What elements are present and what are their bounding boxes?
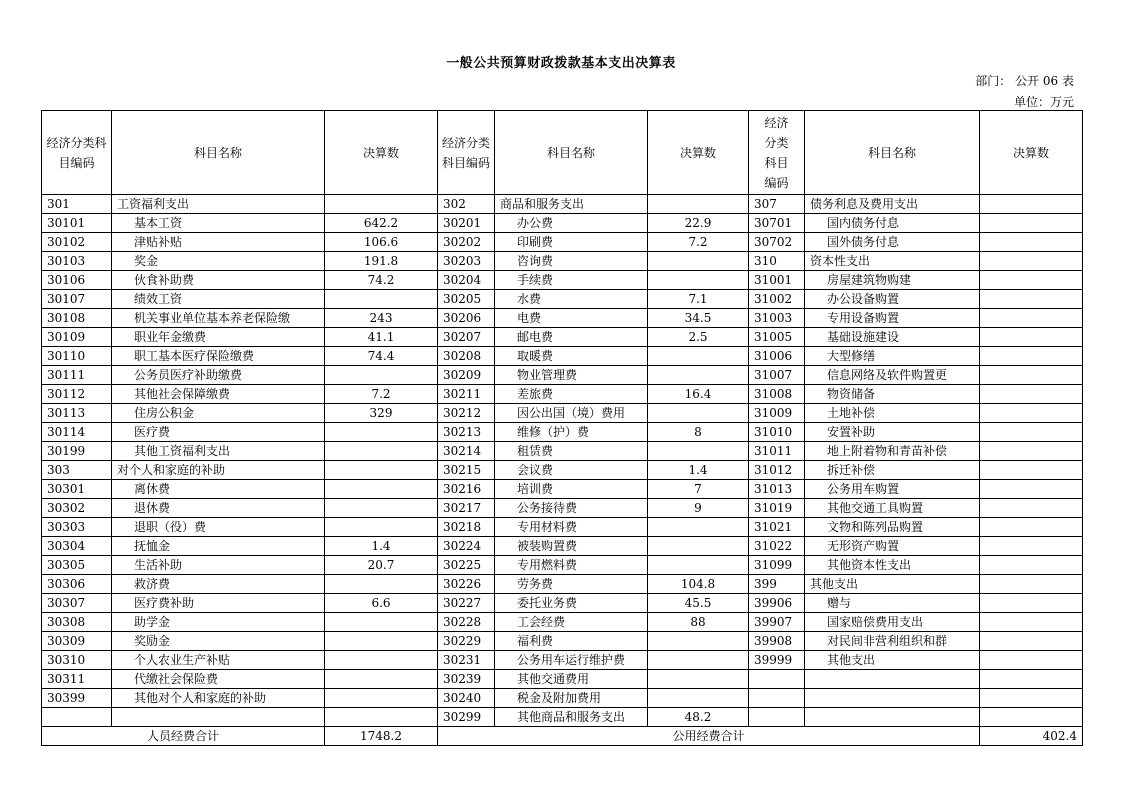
amount-cell xyxy=(980,328,1083,347)
name-cell: 水费 xyxy=(495,290,648,309)
code-cell: 30199 xyxy=(42,442,112,461)
name-cell: 公务用车运行维护费 xyxy=(495,651,648,670)
amount-cell: 7.2 xyxy=(648,233,749,252)
amount-cell: 41.1 xyxy=(325,328,438,347)
code-cell: 30301 xyxy=(42,480,112,499)
amount-cell: 45.5 xyxy=(648,594,749,613)
code-cell: 30240 xyxy=(438,689,495,708)
name-cell: 专用材料费 xyxy=(495,518,648,537)
amount-cell xyxy=(980,651,1083,670)
amount-cell xyxy=(325,195,438,214)
header-row xyxy=(42,111,1083,195)
amount-cell: 16.4 xyxy=(648,385,749,404)
header-name-3: 科目名称 xyxy=(805,111,980,195)
table-row xyxy=(42,461,1083,480)
public-total-label: 公用经费合计 xyxy=(438,727,980,746)
code-cell: 30212 xyxy=(438,404,495,423)
name-cell: 拆迁补偿 xyxy=(805,461,980,480)
name-cell: 离休费 xyxy=(112,480,325,499)
amount-cell xyxy=(648,670,749,689)
amount-cell xyxy=(980,366,1083,385)
page-title: 一般公共预算财政拨款基本支出决算表 xyxy=(446,56,676,71)
table-row xyxy=(42,613,1083,632)
header-amount-3: 决算数 xyxy=(980,111,1083,195)
amount-cell xyxy=(325,670,438,689)
name-cell: 退职（役）费 xyxy=(112,518,325,537)
amount-cell xyxy=(648,404,749,423)
table-row xyxy=(42,195,1083,214)
code-cell: 30213 xyxy=(438,423,495,442)
table-row xyxy=(42,366,1083,385)
name-cell: 专用燃料费 xyxy=(495,556,648,575)
amount-cell xyxy=(325,651,438,670)
amount-cell xyxy=(980,442,1083,461)
code-cell: 399 xyxy=(749,575,805,594)
name-cell xyxy=(805,689,980,708)
code-cell: 30226 xyxy=(438,575,495,594)
code-cell: 30112 xyxy=(42,385,112,404)
name-cell: 劳务费 xyxy=(495,575,648,594)
name-cell: 资本性支出 xyxy=(805,252,980,271)
code-cell: 31021 xyxy=(749,518,805,537)
name-cell: 职工基本医疗保险缴费 xyxy=(112,347,325,366)
code-cell: 30102 xyxy=(42,233,112,252)
code-cell: 30310 xyxy=(42,651,112,670)
amount-cell: 7.1 xyxy=(648,290,749,309)
code-cell: 31010 xyxy=(749,423,805,442)
amount-cell xyxy=(325,423,438,442)
amount-cell xyxy=(980,290,1083,309)
name-cell: 对民间非营利组织和群 xyxy=(805,632,980,651)
code-cell xyxy=(749,689,805,708)
unit-label: 单位：万元 xyxy=(1013,95,1074,109)
name-cell: 物资储备 xyxy=(805,385,980,404)
code-cell: 31002 xyxy=(749,290,805,309)
name-cell: 生活补助 xyxy=(112,556,325,575)
amount-cell: 74.4 xyxy=(325,347,438,366)
name-cell: 手续费 xyxy=(495,271,648,290)
amount-cell xyxy=(648,556,749,575)
code-cell: 30702 xyxy=(749,233,805,252)
name-cell: 大型修缮 xyxy=(805,347,980,366)
amount-cell xyxy=(980,689,1083,708)
totals-row xyxy=(42,727,1083,746)
code-cell: 30228 xyxy=(438,613,495,632)
name-cell: 赠与 xyxy=(805,594,980,613)
header-code-2: 经济分类科目编码 xyxy=(438,111,495,195)
table-row xyxy=(42,556,1083,575)
amount-cell xyxy=(648,518,749,537)
code-cell: 39999 xyxy=(749,651,805,670)
amount-cell xyxy=(980,708,1083,727)
code-cell: 31009 xyxy=(749,404,805,423)
amount-cell xyxy=(648,195,749,214)
amount-cell xyxy=(648,271,749,290)
amount-cell: 7 xyxy=(648,480,749,499)
personnel-total-value: 1748.2 xyxy=(325,727,438,746)
amount-cell xyxy=(648,366,749,385)
amount-cell xyxy=(648,632,749,651)
code-cell: 30206 xyxy=(438,309,495,328)
amount-cell xyxy=(980,461,1083,480)
table-row xyxy=(42,385,1083,404)
code-cell: 31005 xyxy=(749,328,805,347)
code-cell: 30399 xyxy=(42,689,112,708)
public-total-value: 402.4 xyxy=(980,727,1083,746)
code-cell xyxy=(749,670,805,689)
code-cell: 30113 xyxy=(42,404,112,423)
name-cell: 对个人和家庭的补助 xyxy=(112,461,325,480)
amount-cell xyxy=(980,423,1083,442)
name-cell: 办公设备购置 xyxy=(805,290,980,309)
amount-cell: 329 xyxy=(325,404,438,423)
amount-cell: 1.4 xyxy=(325,537,438,556)
code-cell: 30209 xyxy=(438,366,495,385)
name-cell: 维修（护）费 xyxy=(495,423,648,442)
name-cell: 公务用车购置 xyxy=(805,480,980,499)
table-row xyxy=(42,499,1083,518)
table-row xyxy=(42,309,1083,328)
code-cell: 31003 xyxy=(749,309,805,328)
amount-cell xyxy=(980,404,1083,423)
table-row xyxy=(42,670,1083,689)
code-cell: 30701 xyxy=(749,214,805,233)
amount-cell xyxy=(325,613,438,632)
table-row xyxy=(42,290,1083,309)
name-cell: 奖金 xyxy=(112,252,325,271)
name-cell xyxy=(112,708,325,727)
code-cell: 30107 xyxy=(42,290,112,309)
amount-cell xyxy=(980,214,1083,233)
code-cell: 302 xyxy=(438,195,495,214)
header-amount-1: 决算数 xyxy=(325,111,438,195)
amount-cell xyxy=(980,480,1083,499)
code-cell: 30307 xyxy=(42,594,112,613)
name-cell: 奖励金 xyxy=(112,632,325,651)
amount-cell xyxy=(980,518,1083,537)
name-cell: 委托业务费 xyxy=(495,594,648,613)
amount-cell xyxy=(325,689,438,708)
amount-cell xyxy=(325,480,438,499)
name-cell: 其他支出 xyxy=(805,651,980,670)
code-cell: 31007 xyxy=(749,366,805,385)
code-cell: 30217 xyxy=(438,499,495,518)
name-cell: 救济费 xyxy=(112,575,325,594)
name-cell: 工会经费 xyxy=(495,613,648,632)
name-cell: 其他社会保障缴费 xyxy=(112,385,325,404)
amount-cell xyxy=(980,233,1083,252)
name-cell: 医疗费 xyxy=(112,423,325,442)
code-cell: 31006 xyxy=(749,347,805,366)
code-cell: 31011 xyxy=(749,442,805,461)
code-cell: 30208 xyxy=(438,347,495,366)
amount-cell: 243 xyxy=(325,309,438,328)
name-cell: 国家赔偿费用支出 xyxy=(805,613,980,632)
code-cell: 30305 xyxy=(42,556,112,575)
amount-cell: 106.6 xyxy=(325,233,438,252)
amount-cell xyxy=(325,575,438,594)
table-row xyxy=(42,480,1083,499)
table-row xyxy=(42,537,1083,556)
amount-cell: 642.2 xyxy=(325,214,438,233)
code-cell: 301 xyxy=(42,195,112,214)
name-cell: 差旅费 xyxy=(495,385,648,404)
table-row xyxy=(42,689,1083,708)
name-cell: 个人农业生产补贴 xyxy=(112,651,325,670)
name-cell: 代缴社会保险费 xyxy=(112,670,325,689)
code-cell: 30231 xyxy=(438,651,495,670)
amount-cell xyxy=(325,499,438,518)
amount-cell: 22.9 xyxy=(648,214,749,233)
code-cell: 39906 xyxy=(749,594,805,613)
amount-cell xyxy=(325,461,438,480)
name-cell: 培训费 xyxy=(495,480,648,499)
code-cell: 30109 xyxy=(42,328,112,347)
amount-cell: 88 xyxy=(648,613,749,632)
header-name-1: 科目名称 xyxy=(112,111,325,195)
department-label: 部门： 公开 06 表 xyxy=(975,74,1074,88)
code-cell: 303 xyxy=(42,461,112,480)
code-cell: 310 xyxy=(749,252,805,271)
amount-cell xyxy=(980,575,1083,594)
name-cell: 房屋建筑物购建 xyxy=(805,271,980,290)
name-cell: 印刷费 xyxy=(495,233,648,252)
amount-cell xyxy=(980,537,1083,556)
name-cell: 地上附着物和青苗补偿 xyxy=(805,442,980,461)
name-cell xyxy=(805,670,980,689)
name-cell: 其他工资福利支出 xyxy=(112,442,325,461)
table-row xyxy=(42,347,1083,366)
name-cell: 退休费 xyxy=(112,499,325,518)
name-cell: 国内债务付息 xyxy=(805,214,980,233)
header-amount-2: 决算数 xyxy=(648,111,749,195)
name-cell: 专用设备购置 xyxy=(805,309,980,328)
amount-cell: 20.7 xyxy=(325,556,438,575)
table-row xyxy=(42,423,1083,442)
amount-cell xyxy=(980,195,1083,214)
code-cell: 31013 xyxy=(749,480,805,499)
name-cell: 租赁费 xyxy=(495,442,648,461)
amount-cell xyxy=(325,366,438,385)
name-cell: 商品和服务支出 xyxy=(495,195,648,214)
table-row xyxy=(42,708,1083,727)
name-cell: 被装购置费 xyxy=(495,537,648,556)
table-row xyxy=(42,632,1083,651)
header-code-1: 经济分类科目编码 xyxy=(42,111,112,195)
code-cell: 30225 xyxy=(438,556,495,575)
code-cell: 30101 xyxy=(42,214,112,233)
expenditure-table xyxy=(41,110,1083,746)
code-cell: 30303 xyxy=(42,518,112,537)
code-cell: 30203 xyxy=(438,252,495,271)
table-row xyxy=(42,271,1083,290)
name-cell: 土地补偿 xyxy=(805,404,980,423)
code-cell: 30202 xyxy=(438,233,495,252)
code-cell: 30214 xyxy=(438,442,495,461)
personnel-total-label: 人员经费合计 xyxy=(42,727,325,746)
name-cell: 咨询费 xyxy=(495,252,648,271)
amount-cell: 8 xyxy=(648,423,749,442)
amount-cell xyxy=(648,537,749,556)
amount-cell: 74.2 xyxy=(325,271,438,290)
amount-cell: 1.4 xyxy=(648,461,749,480)
name-cell: 其他对个人和家庭的补助 xyxy=(112,689,325,708)
amount-cell: 2.5 xyxy=(648,328,749,347)
table-row xyxy=(42,233,1083,252)
amount-cell xyxy=(325,632,438,651)
amount-cell xyxy=(648,442,749,461)
name-cell: 取暖费 xyxy=(495,347,648,366)
name-cell: 助学金 xyxy=(112,613,325,632)
code-cell: 30110 xyxy=(42,347,112,366)
code-cell: 30201 xyxy=(438,214,495,233)
code-cell: 30227 xyxy=(438,594,495,613)
table-row xyxy=(42,651,1083,670)
amount-cell: 191.8 xyxy=(325,252,438,271)
amount-cell: 34.5 xyxy=(648,309,749,328)
code-cell: 30302 xyxy=(42,499,112,518)
name-cell: 绩效工资 xyxy=(112,290,325,309)
code-cell: 30299 xyxy=(438,708,495,727)
amount-cell xyxy=(980,632,1083,651)
name-cell: 机关事业单位基本养老保险缴 xyxy=(112,309,325,328)
name-cell: 国外债务付息 xyxy=(805,233,980,252)
code-cell: 30108 xyxy=(42,309,112,328)
name-cell: 伙食补助费 xyxy=(112,271,325,290)
name-cell: 抚恤金 xyxy=(112,537,325,556)
amount-cell xyxy=(980,613,1083,632)
code-cell: 30218 xyxy=(438,518,495,537)
amount-cell xyxy=(980,499,1083,518)
amount-cell xyxy=(325,290,438,309)
code-cell: 30239 xyxy=(438,670,495,689)
code-cell: 307 xyxy=(749,195,805,214)
amount-cell xyxy=(648,252,749,271)
name-cell: 其他商品和服务支出 xyxy=(495,708,648,727)
code-cell: 30311 xyxy=(42,670,112,689)
table-row xyxy=(42,252,1083,271)
amount-cell xyxy=(980,252,1083,271)
name-cell: 医疗费补助 xyxy=(112,594,325,613)
code-cell: 30111 xyxy=(42,366,112,385)
name-cell: 住房公积金 xyxy=(112,404,325,423)
name-cell: 公务员医疗补助缴费 xyxy=(112,366,325,385)
name-cell: 公务接待费 xyxy=(495,499,648,518)
code-cell: 30106 xyxy=(42,271,112,290)
name-cell: 其他交通工具购置 xyxy=(805,499,980,518)
code-cell: 30216 xyxy=(438,480,495,499)
name-cell: 电费 xyxy=(495,309,648,328)
amount-cell xyxy=(648,651,749,670)
code-cell: 30211 xyxy=(438,385,495,404)
name-cell: 债务利息及费用支出 xyxy=(805,195,980,214)
code-cell: 31001 xyxy=(749,271,805,290)
code-cell: 39908 xyxy=(749,632,805,651)
table-row xyxy=(42,214,1083,233)
code-cell: 30205 xyxy=(438,290,495,309)
code-cell: 30308 xyxy=(42,613,112,632)
name-cell: 工资福利支出 xyxy=(112,195,325,214)
name-cell: 基本工资 xyxy=(112,214,325,233)
table-row xyxy=(42,404,1083,423)
name-cell: 福利费 xyxy=(495,632,648,651)
name-cell: 其他支出 xyxy=(805,575,980,594)
amount-cell: 9 xyxy=(648,499,749,518)
code-cell: 39907 xyxy=(749,613,805,632)
code-cell xyxy=(749,708,805,727)
amount-cell xyxy=(980,670,1083,689)
code-cell: 30207 xyxy=(438,328,495,347)
name-cell: 无形资产购置 xyxy=(805,537,980,556)
header-name-2: 科目名称 xyxy=(495,111,648,195)
table-row xyxy=(42,518,1083,537)
name-cell: 基础设施建设 xyxy=(805,328,980,347)
amount-cell: 7.2 xyxy=(325,385,438,404)
table-row xyxy=(42,594,1083,613)
amount-cell xyxy=(325,518,438,537)
table-row xyxy=(42,442,1083,461)
name-cell: 津贴补贴 xyxy=(112,233,325,252)
code-cell: 30306 xyxy=(42,575,112,594)
amount-cell xyxy=(648,689,749,708)
code-cell: 31008 xyxy=(749,385,805,404)
name-cell: 物业管理费 xyxy=(495,366,648,385)
code-cell: 30204 xyxy=(438,271,495,290)
code-cell: 30224 xyxy=(438,537,495,556)
code-cell: 30229 xyxy=(438,632,495,651)
code-cell: 30114 xyxy=(42,423,112,442)
name-cell: 税金及附加费用 xyxy=(495,689,648,708)
code-cell: 30103 xyxy=(42,252,112,271)
code-cell: 31022 xyxy=(749,537,805,556)
name-cell: 其他资本性支出 xyxy=(805,556,980,575)
header-code-3: 经济分类科目编码 xyxy=(749,111,805,195)
code-cell: 30215 xyxy=(438,461,495,480)
amount-cell: 6.6 xyxy=(325,594,438,613)
amount-cell xyxy=(980,594,1083,613)
amount-cell xyxy=(980,556,1083,575)
amount-cell xyxy=(980,347,1083,366)
name-cell: 其他交通费用 xyxy=(495,670,648,689)
amount-cell xyxy=(648,347,749,366)
name-cell: 文物和陈列品购置 xyxy=(805,518,980,537)
code-cell: 31019 xyxy=(749,499,805,518)
amount-cell xyxy=(980,271,1083,290)
table-row xyxy=(42,328,1083,347)
amount-cell: 104.8 xyxy=(648,575,749,594)
name-cell: 会议费 xyxy=(495,461,648,480)
code-cell: 30304 xyxy=(42,537,112,556)
name-cell: 邮电费 xyxy=(495,328,648,347)
name-cell: 信息网络及软件购置更 xyxy=(805,366,980,385)
code-cell xyxy=(42,708,112,727)
name-cell: 因公出国（境）费用 xyxy=(495,404,648,423)
name-cell: 办公费 xyxy=(495,214,648,233)
name-cell: 职业年金缴费 xyxy=(112,328,325,347)
amount-cell xyxy=(980,309,1083,328)
code-cell: 31099 xyxy=(749,556,805,575)
amount-cell: 48.2 xyxy=(648,708,749,727)
amount-cell xyxy=(980,385,1083,404)
code-cell: 31012 xyxy=(749,461,805,480)
name-cell xyxy=(805,708,980,727)
table-row xyxy=(42,575,1083,594)
amount-cell xyxy=(325,708,438,727)
name-cell: 安置补助 xyxy=(805,423,980,442)
amount-cell xyxy=(325,442,438,461)
code-cell: 30309 xyxy=(42,632,112,651)
